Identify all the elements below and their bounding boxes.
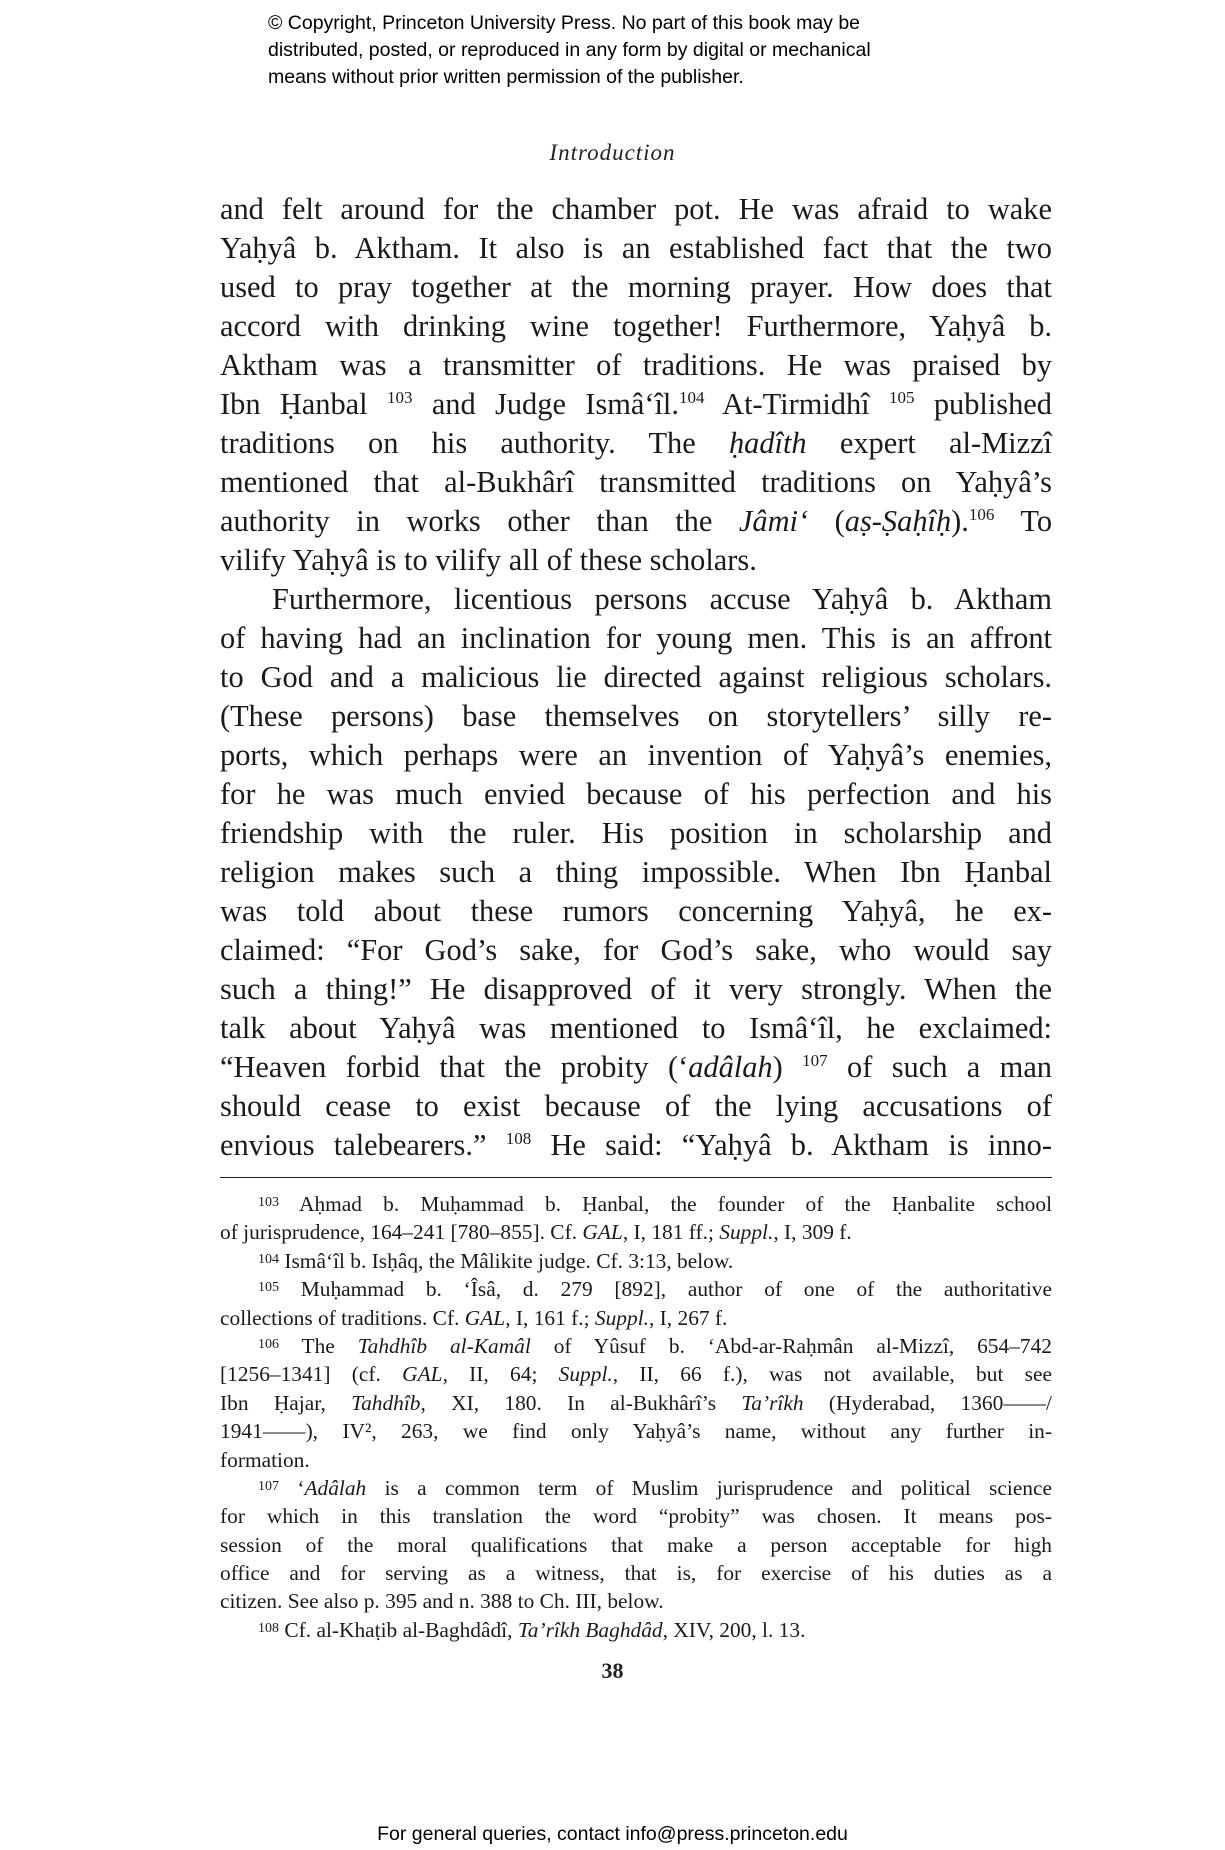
text-run: , XI, 180. In al-Bukhârî’s (420, 1390, 742, 1415)
body-line: to God and a malicious lie directed against religious scholars. (220, 660, 1052, 694)
italic-term: GAL (582, 1220, 623, 1245)
body-text (220, 190, 1052, 1165)
body-line: friendship with the ruler. His position in scholarship and (220, 816, 1052, 850)
footnote-ref-105[interactable]: 105 (888, 388, 915, 407)
footnote-number: 105 (258, 1280, 279, 1296)
text-run: expert al-Mizzî (806, 426, 1052, 460)
footnote-103 (220, 1190, 1052, 1218)
body-line: used to pray together at the morning prayer. How does that (220, 270, 1052, 304)
italic-term: Tahdhîb al-Kamâl (357, 1333, 531, 1358)
body-line (220, 1048, 1052, 1087)
footnotes (220, 1190, 1052, 1644)
body-line: and felt around for the chamber pot. He was afraid to wake (220, 192, 1052, 226)
text-run: Cf. al-Khaṭib al-Baghdâdî, (284, 1617, 518, 1642)
text-run: ) (772, 1050, 803, 1084)
copyright-notice (268, 10, 1028, 91)
body-line: such a thing!” He disapproved of it very strongly. When the (220, 972, 1052, 1006)
text-run: envious talebearers.” (220, 1128, 506, 1162)
text-run: collections of traditions. Cf. (220, 1305, 465, 1330)
italic-term: Adâlah (304, 1475, 367, 1500)
text-run: Ibn Ḥajar, (220, 1390, 352, 1415)
italic-term: GAL (402, 1362, 443, 1387)
text-run: , II, 64; (442, 1362, 559, 1387)
text-run: traditions on his authority. The (220, 426, 729, 460)
text-run: Muḥammad b. ‘Îsâ, d. 279 [892], author of one of the authoritative (300, 1277, 1052, 1302)
footnote-107 (220, 1474, 1052, 1502)
italic-term: Suppl. (594, 1305, 649, 1330)
text-run: authority in works other than the (220, 504, 739, 538)
italic-term: Suppl. (719, 1220, 774, 1245)
text-run: [1256–1341] (cf. (220, 1362, 403, 1387)
italic-term: Suppl. (558, 1362, 613, 1387)
italic-term: GAL (464, 1305, 506, 1330)
footnote-ref-108[interactable]: 108 (505, 1129, 532, 1148)
footnote-line: session of the moral qualifications that make a person acceptable for high (220, 1532, 1052, 1557)
copyright-line: means without prior written permission of the publisher. (268, 66, 744, 88)
footnote-number: 103 (258, 1195, 279, 1210)
text-run: The (301, 1333, 358, 1358)
body-line (220, 385, 1052, 424)
body-line (220, 502, 1052, 541)
text-run: , I, 161 f.; (505, 1305, 595, 1330)
text-run: , II, 66 f.), was not available, but see (612, 1362, 1052, 1387)
body-line: of having had an inclination for young men. This is an affront (220, 621, 1052, 655)
footnote-ref-107[interactable]: 107 (802, 1051, 828, 1070)
running-head: Introduction (549, 140, 676, 165)
text-run: , I, 267 f. (648, 1305, 728, 1330)
body-line (220, 1126, 1052, 1165)
text-run: of jurisprudence, 164–241 [780–855]. Cf. (220, 1220, 583, 1245)
body-line: vilify Yaḥyâ is to vilify all of these scholars. (220, 543, 757, 577)
footnote-line: 1941——), IV², 263, we find only Yaḥyâ’s name, without any further in- (220, 1419, 1052, 1444)
italic-term: adâlah (688, 1050, 773, 1084)
text-run: , XIV, 200, l. 13. (662, 1617, 806, 1642)
footnote-line: office and for serving as a witness, that is, for exercise of his duties as a (220, 1561, 1052, 1586)
italic-term: ḥadîth (728, 426, 807, 460)
italic-term: Ta’rîkh (741, 1390, 804, 1415)
text-run: ( (808, 504, 845, 538)
footnote-line (220, 1389, 1052, 1417)
text-run: ‘ (297, 1475, 305, 1500)
text-run: of Yûsuf b. ‘Abd-ar-Raḥmân al-Mizzî, 654–742 (530, 1333, 1052, 1358)
text-run: published (914, 387, 1052, 421)
body-line: Aktham was a transmitter of traditions. He was praised by (220, 348, 1052, 382)
text-run: At-Tirmidhî (704, 387, 889, 421)
footnote-number: 108 (258, 1620, 279, 1636)
text-run: To (994, 504, 1053, 538)
footer-contact: For general queries, contact info@press.princeton.edu (377, 1823, 848, 1845)
footnote-rule (220, 1177, 1052, 1178)
body-line: for he was much envied because of his perfection and his (220, 777, 1052, 811)
footnote-number: 106 (258, 1336, 279, 1352)
footnote-line (220, 1360, 1052, 1388)
copyright-line: distributed, posted, or reproduced in any form by digital or mechanical (268, 39, 871, 61)
text-run: He said: “Yaḥyâ b. Aktham is inno- (531, 1128, 1052, 1162)
footnote-line (220, 1218, 1052, 1246)
text-run: and Judge Ismâ‘îl. (412, 387, 679, 421)
footnote-ref-103[interactable]: 103 (386, 388, 413, 407)
body-line: Yaḥyâ b. Aktham. It also is an established fact that the two (220, 231, 1052, 265)
footnote-line (220, 1304, 1052, 1332)
footnote-104 (220, 1247, 1052, 1275)
body-line: was told about these rumors concerning Yaḥyâ, he ex- (220, 894, 1052, 928)
text-run: of such a man (827, 1050, 1053, 1084)
text-run: Ibn Ḥanbal (220, 387, 387, 421)
body-line: religion makes such a thing impossible. When Ibn Ḥanbal (220, 855, 1052, 889)
copyright-line: © Copyright, Princeton University Press. No part of this book may be (268, 12, 861, 34)
italic-term: Tahdhîb (351, 1390, 421, 1415)
text-run: ). (951, 504, 969, 538)
footnote-ref-104[interactable]: 104 (678, 388, 705, 407)
footnote-106 (220, 1332, 1052, 1360)
text-run: “Heaven forbid that the probity (‘ (220, 1050, 689, 1084)
body-line: talk about Yaḥyâ was mentioned to Ismâ‘îl, he exclaimed: (220, 1011, 1052, 1045)
italic-term: Jâmi‘ (738, 504, 809, 538)
body-line (220, 424, 1052, 463)
body-line: ports, which perhaps were an invention of Yaḥyâ’s enemies, (220, 738, 1052, 772)
text-run: Ismâ‘îl b. Isḥâq, the Mâlikite judge. Cf. 3:13, below. (284, 1248, 734, 1273)
page-number: 38 (601, 1658, 624, 1683)
body-line: Furthermore, licentious persons accuse Yaḥyâ b. Aktham (272, 582, 1052, 616)
footnote-number: 104 (258, 1251, 279, 1267)
footnote-105 (220, 1275, 1052, 1303)
footnote-line: formation. (220, 1447, 310, 1472)
body-line: (These persons) base themselves on storytellers’ silly re- (220, 699, 1052, 733)
footnote-108 (220, 1616, 1052, 1644)
text-run: Aḥmad b. Muḥammad b. Ḥanbal, the founder of the Ḥanbalite school (299, 1192, 1053, 1216)
body-line: accord with drinking wine together! Furthermore, Yaḥyâ b. (220, 309, 1052, 343)
footnote-ref-106[interactable]: 106 (968, 505, 995, 524)
footnote-line: citizen. See also p. 395 and n. 388 to Ch. III, below. (220, 1589, 664, 1614)
text-run: (Hyderabad, 1360——/ (803, 1390, 1053, 1415)
body-line: claimed: “For God’s sake, for God’s sake, who would say (220, 933, 1052, 967)
footnote-line: for which in this translation the word “probity” was chosen. It means pos- (220, 1504, 1052, 1529)
footnote-number: 107 (258, 1478, 279, 1494)
italic-term: Ta’rîkh Baghdâd (517, 1617, 663, 1642)
italic-term: aṣ-Ṣaḥîḥ (844, 504, 952, 538)
text-run: is a common term of Muslim jurisprudence and political science (366, 1475, 1052, 1500)
text-run: , I, 309 f. (773, 1220, 852, 1245)
body-line: mentioned that al-Bukhârî transmitted traditions on Yaḥyâ’s (220, 465, 1052, 499)
body-line: should cease to exist because of the lying accusations of (220, 1089, 1052, 1123)
text-run: , I, 181 ff.; (622, 1220, 720, 1245)
